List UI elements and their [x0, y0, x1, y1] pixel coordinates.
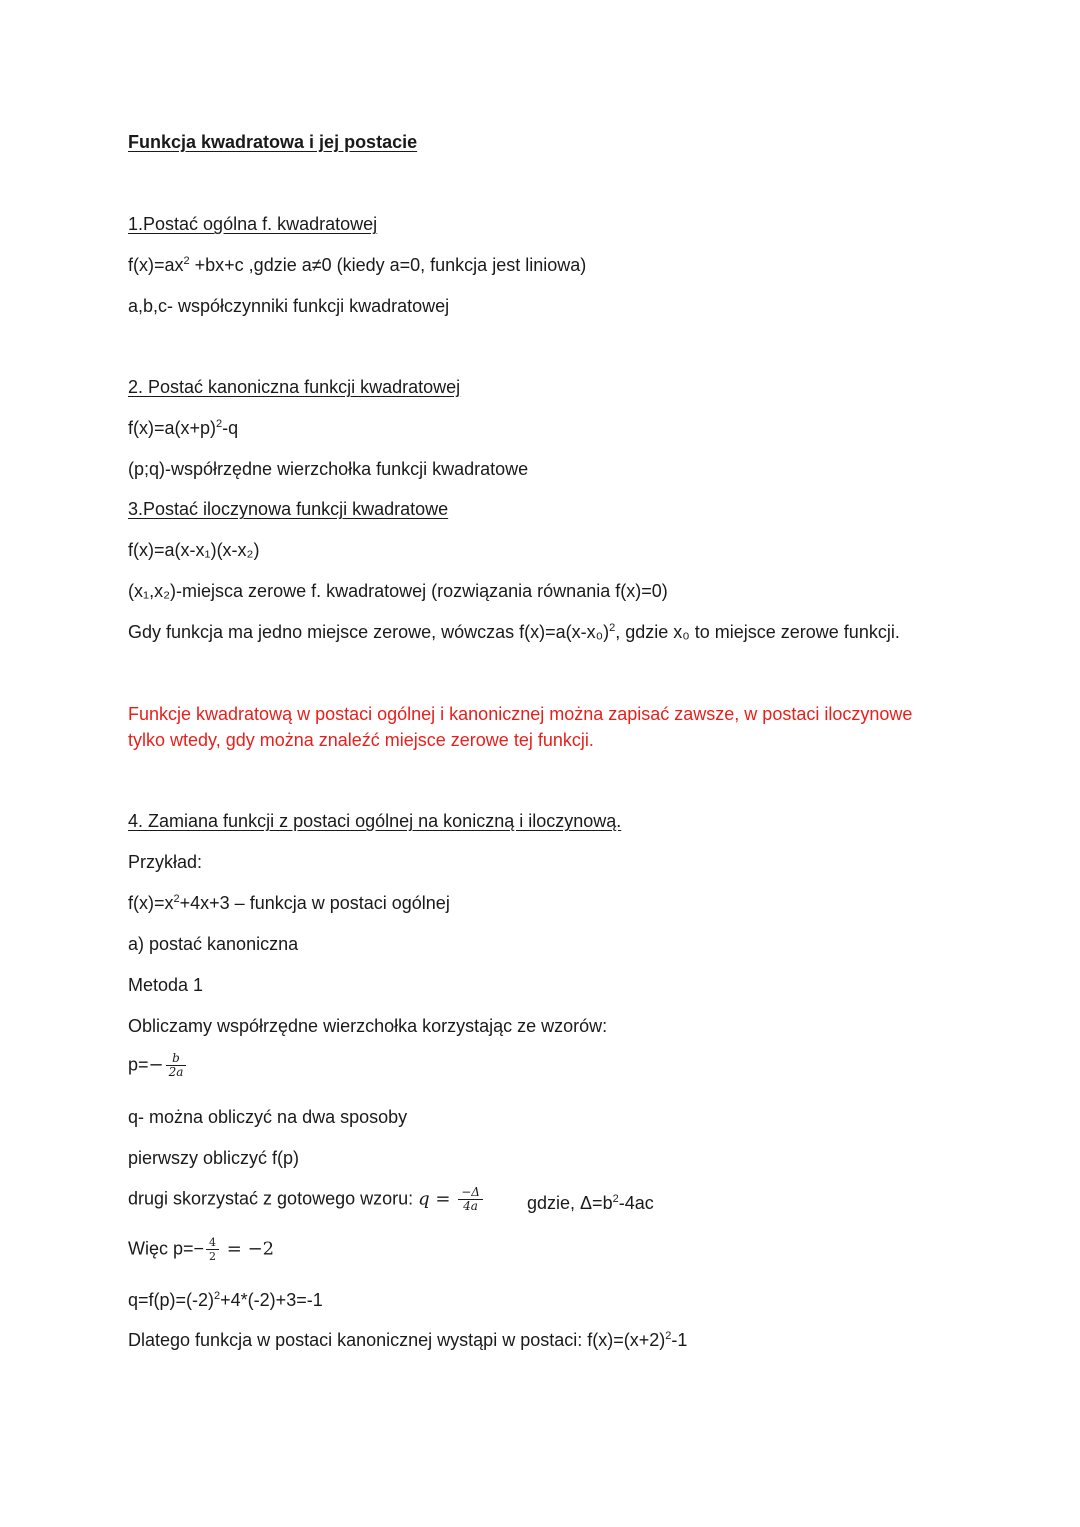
section-2-heading: 2. Postać kanoniczna funkcji kwadratowej [128, 377, 461, 397]
coefficients-line: a,b,c- współczynniki funkcji kwadratowej [128, 296, 450, 316]
product-form-formula: f(x)=a(x-x₁)(x-x₂) [128, 540, 260, 560]
p-fraction: $\frac{b}{2a}$ [166, 1052, 187, 1079]
second-way-line: drugi skorzystać z gotowego wzoru: q = $\frac{-\Delta}{4a}$ [128, 1186, 485, 1213]
note-line-1: Funkcje kwadratową w postaci ogólnej i kanonicznej można zapisać zawsze, w postaci iloczynowe [128, 704, 913, 724]
p-formula: p=− $\frac{b}{2a}$ [128, 1052, 188, 1079]
delta-formula: gdzie, $\Delta=b^2-4ac$ [527, 1193, 654, 1213]
section-3-heading: 3.Postać iloczynowa funkcji kwadratowe [128, 499, 449, 519]
method-label: Metoda 1 [128, 975, 204, 995]
section-1-heading: 1.Postać ogólna f. kwadratowej [128, 214, 378, 234]
note-line-2: tylko wtedy, gdy można znaleźć miejsce zerowe tej funkcji. [128, 730, 594, 750]
q-ways-line: q- można obliczyć na dwa sposoby [128, 1107, 408, 1127]
p-value-line: Więc p=− $\frac{4}{2}$ = −2 [128, 1236, 275, 1263]
zeros-line: (x₁,x₂)-miejsca zerowe f. kwadratowej (rozwiązania równania f(x)=0) [128, 581, 668, 601]
page-title: Funkcja kwadratowa i jej postacie [128, 132, 418, 152]
first-way-line: pierwszy obliczyć f(p) [128, 1148, 300, 1168]
section-4-heading: 4. Zamiana funkcji z postaci ogólnej na koniczną i iloczynową. [128, 811, 622, 831]
single-zero-line: Gdy funkcja ma jedno miejsce zerowe, wówczas $f(x)=a(x-x_0)^2$, gdzie x₀ to miejsce zerowe funkcji. [128, 622, 900, 642]
example-label: Przykład: [128, 852, 203, 872]
canonical-form-formula: $f(x)=a(x+p)^2-q$ [128, 418, 239, 438]
p-value-fraction: $\frac{4}{2}$ [206, 1236, 219, 1263]
final-canonical-line: Dlatego funkcja w postaci kanonicznej wystąpi w postaci: $f(x)=(x+2)^2-1$ [128, 1330, 688, 1350]
vertex-line: (p;q)-współrzędne wierzchołka funkcji kwadratowe [128, 459, 529, 479]
compute-line: Obliczamy współrzędne wierzchołka korzystając ze wzorów: [128, 1016, 608, 1036]
subsection-a: a) postać kanoniczna [128, 934, 299, 954]
general-form-formula: $f(x)=ax^2 +bx+c$ ,gdzie a≠0 (kiedy a=0, funkcja jest liniowa) [128, 255, 587, 275]
q-calculation-line: $q=f(p)=(-2)^2+4*(-2)+3=-1$ [128, 1290, 323, 1310]
example-function: $f(x)=x^2+4x+3$ – funkcja w postaci ogólnej [128, 893, 450, 913]
q-fraction: $\frac{-\Delta}{4a}$ [458, 1186, 483, 1213]
